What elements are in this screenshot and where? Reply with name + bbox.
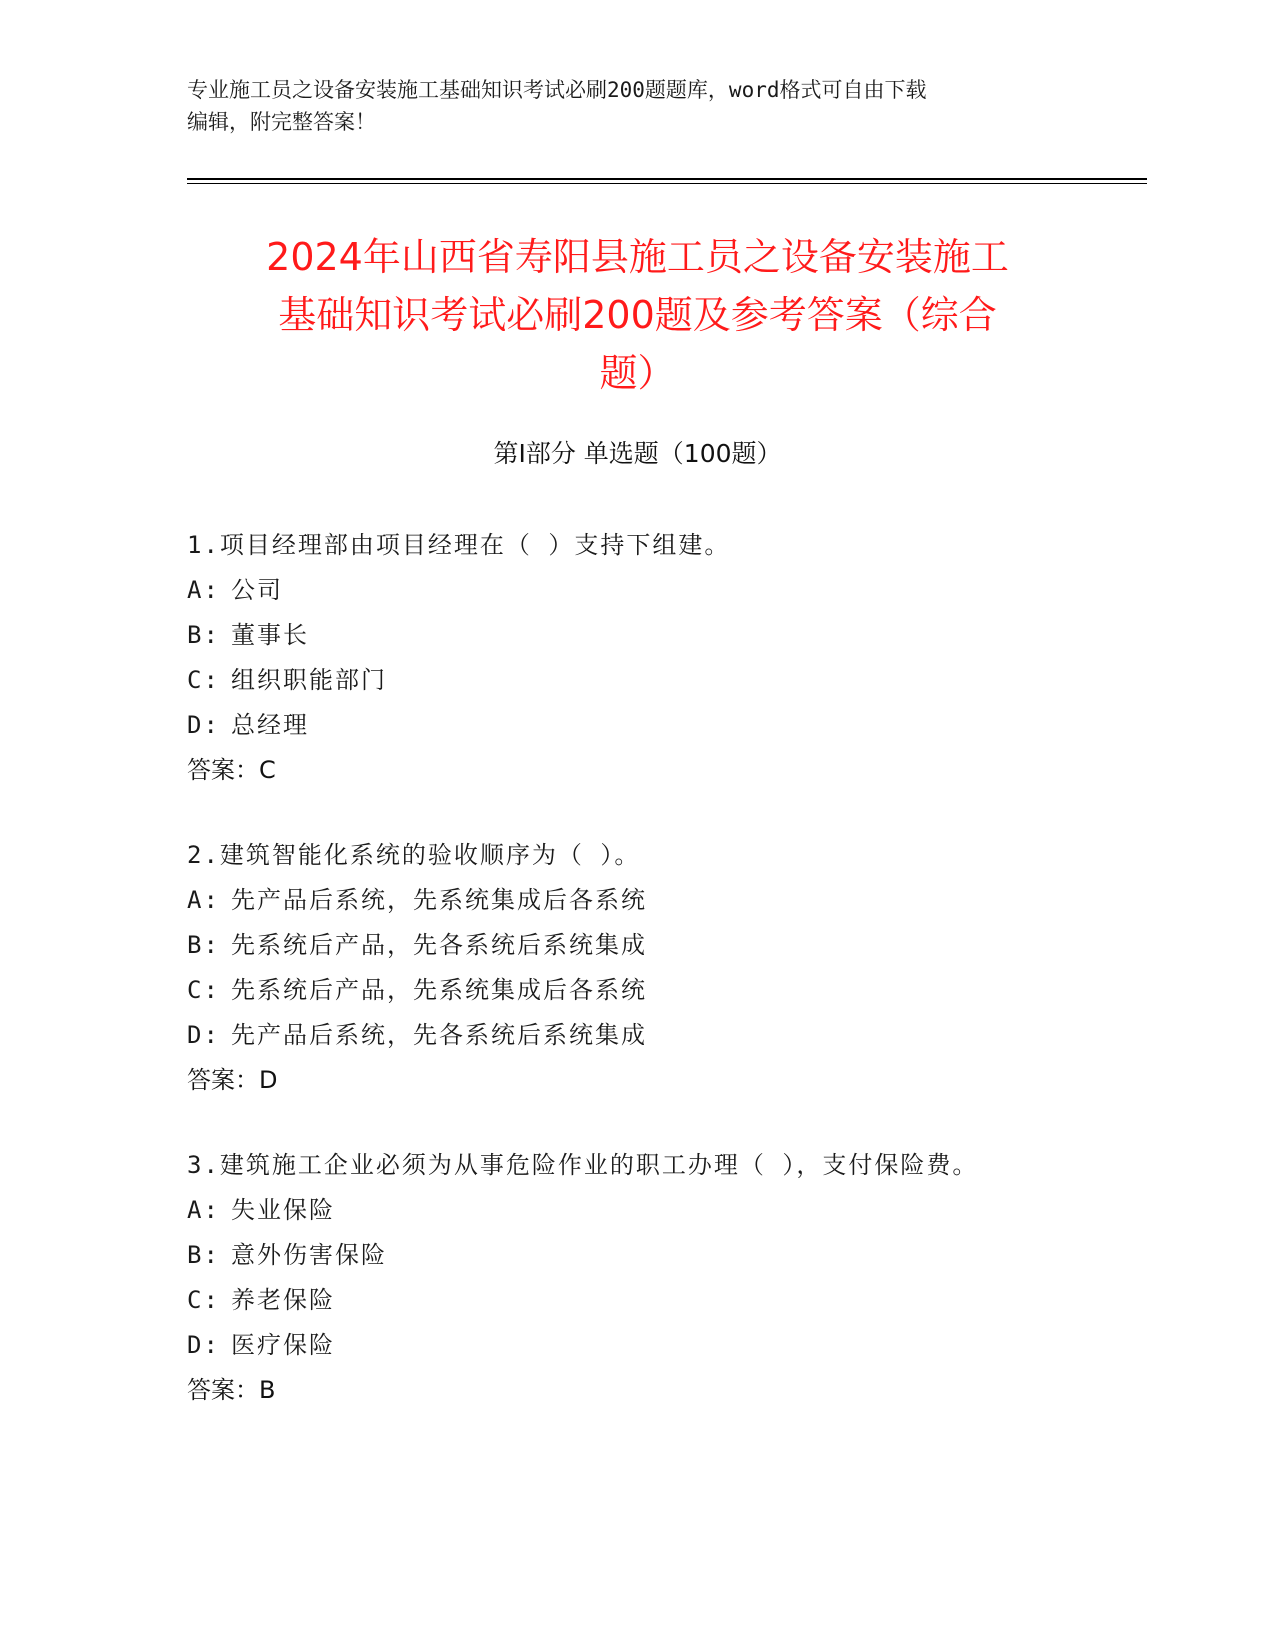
question-stem: 2.建筑智能化系统的验收顺序为（ ）。 — [187, 841, 641, 869]
answer: 答案：D — [187, 1066, 278, 1094]
option-letter: B: — [187, 1241, 220, 1269]
option-text: 先系统后产品，先各系统后系统集成 — [231, 931, 647, 959]
option-text: 意外伤害保险 — [231, 1241, 387, 1269]
option-c — [187, 972, 1147, 1017]
question-3 — [187, 1147, 1147, 1417]
header-divider-thick — [187, 178, 1147, 180]
option-letter: D: — [187, 1331, 220, 1359]
option-letter: A: — [187, 1196, 220, 1224]
option-text: 养老保险 — [231, 1286, 335, 1314]
option-d — [187, 1327, 1147, 1372]
document-title-line-3: 题） — [599, 351, 676, 395]
question-2 — [187, 837, 1147, 1107]
document-title-line-1: 2024年山西省寿阳县施工员之设备安装施工 — [266, 235, 1009, 279]
option-text: 先系统后产品，先系统集成后各系统 — [231, 976, 647, 1004]
option-a — [187, 882, 1147, 927]
header-divider-thin — [187, 183, 1147, 184]
option-c — [187, 1282, 1147, 1327]
question-1 — [187, 527, 1147, 797]
option-b — [187, 1237, 1147, 1282]
option-text: 医疗保险 — [231, 1331, 335, 1359]
option-letter: D: — [187, 711, 220, 739]
option-d — [187, 707, 1147, 752]
answer: 答案：C — [187, 756, 276, 784]
option-d — [187, 1017, 1147, 1062]
option-text: 董事长 — [231, 621, 309, 649]
question-stem: 3.建筑施工企业必须为从事危险作业的职工办理（ ），支付保险费。 — [187, 1151, 979, 1179]
option-text: 组织职能部门 — [231, 666, 387, 694]
question-stem: 1.项目经理部由项目经理在（ ）支持下组建。 — [187, 531, 731, 559]
option-c — [187, 662, 1147, 707]
document-title — [150, 228, 1125, 402]
option-text: 失业保险 — [231, 1196, 335, 1224]
option-b — [187, 927, 1147, 972]
option-b — [187, 617, 1147, 662]
option-text: 总经理 — [231, 711, 309, 739]
option-text: 先产品后系统，先各系统后系统集成 — [231, 1021, 647, 1049]
option-letter: C: — [187, 976, 220, 1004]
option-letter: A: — [187, 576, 220, 604]
option-a — [187, 1192, 1147, 1237]
option-letter: B: — [187, 621, 220, 649]
section-heading: 第Ⅰ部分 单选题（100题） — [493, 439, 782, 468]
header-note-line-1: 专业施工员之设备安装施工基础知识考试必刷200题题库，word格式可自由下载 — [187, 78, 927, 102]
option-text: 公司 — [231, 576, 283, 604]
option-letter: A: — [187, 886, 220, 914]
option-text: 先产品后系统，先系统集成后各系统 — [231, 886, 647, 914]
option-letter: C: — [187, 1286, 220, 1314]
option-a — [187, 572, 1147, 617]
header-note — [187, 74, 1087, 138]
option-letter: C: — [187, 666, 220, 694]
header-note-line-2: 编辑，附完整答案！ — [187, 110, 376, 134]
question-list — [187, 527, 1147, 1457]
option-letter: D: — [187, 1021, 220, 1049]
document-title-line-2: 基础知识考试必刷200题及参考答案（综合 — [278, 293, 997, 337]
answer: 答案：B — [187, 1376, 276, 1404]
option-letter: B: — [187, 931, 220, 959]
